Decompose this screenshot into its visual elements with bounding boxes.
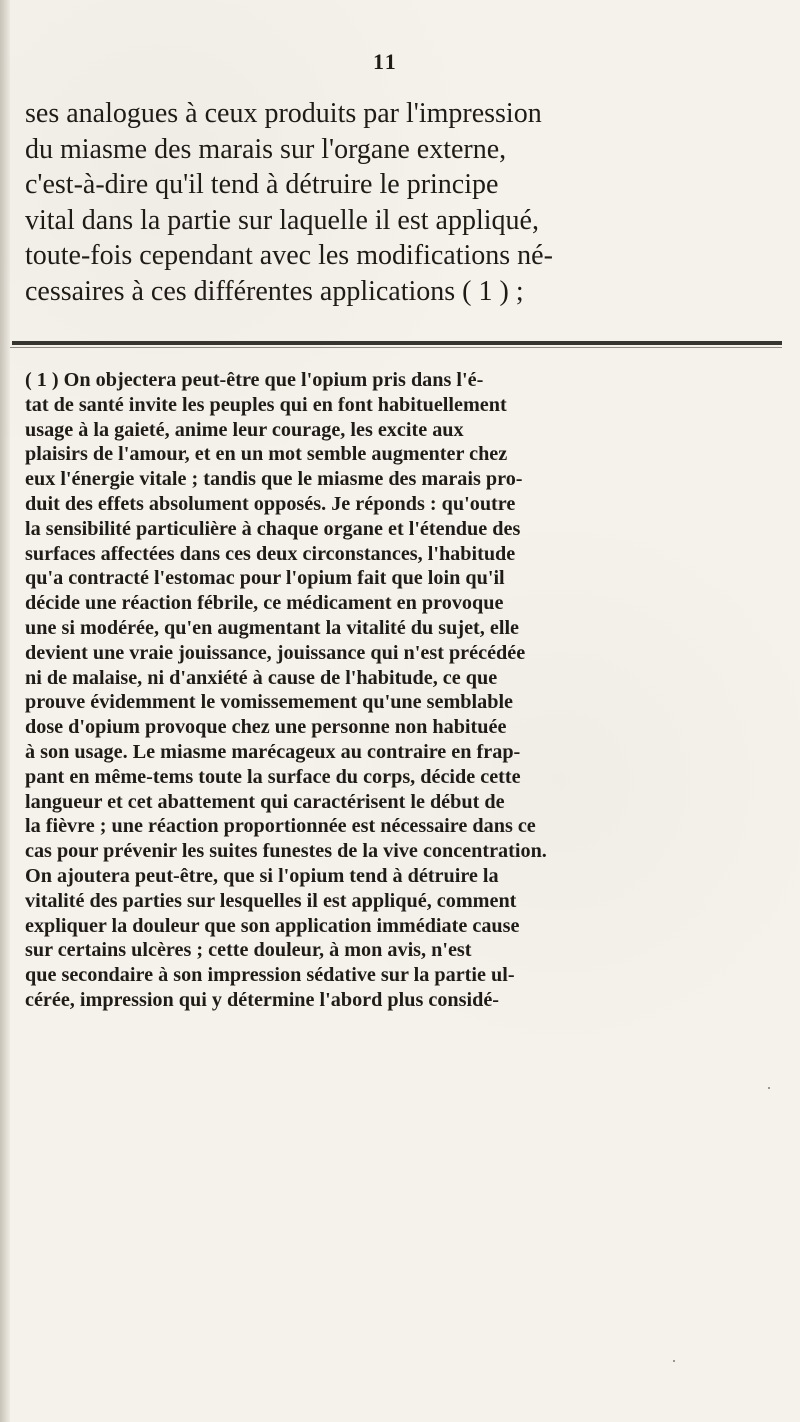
footnote-line: duit des effets absolument opposés. Je réponds : qu'outre <box>25 492 516 515</box>
main-text-line: toute-fois cependant avec les modifications né- <box>25 240 553 272</box>
footnote-line: devient une vraie jouissance, jouissance qui n'est précédée <box>25 641 526 664</box>
footnote-separator-thick <box>12 341 782 345</box>
footnote-line: pant en même-tems toute la surface du corps, décide cette <box>25 765 521 788</box>
paper-speck <box>673 1360 675 1362</box>
footnote-line: cérée, impression qui y détermine l'abord plus considé- <box>25 988 500 1011</box>
main-text-line: vital dans la partie sur laquelle il est appliqué, <box>25 204 539 236</box>
footnote-line: ni de malaise, ni d'anxiété à cause de l'habitude, ce que <box>25 666 498 689</box>
footnote-line: que secondaire à son impression sédative sur la partie ul- <box>25 964 515 987</box>
main-text-line: ses analogues à ceux produits par l'impression <box>25 98 542 129</box>
footnote-line: qu'a contracté l'estomac pour l'opium fait que loin qu'il <box>25 567 505 590</box>
main-text-line: cessaires à ces différentes applications ( 1 ) ; <box>25 275 524 307</box>
footnote-line: prouve évidemment le vomissemement qu'une semblable <box>25 691 514 714</box>
footnote-line: langueur et cet abattement qui caractérisent le début de <box>25 790 505 813</box>
footnote-line: surfaces affectées dans ces deux circonstances, l'habitude <box>25 542 516 565</box>
footnote-line: On ajoutera peut-être, que si l'opium tend à détruire la <box>25 864 499 887</box>
footnote-line: plaisirs de l'amour, et en un mot semble augmenter chez <box>25 443 508 466</box>
main-text-line: du miasme des marais sur l'organe externe, <box>25 133 507 165</box>
footnote-line: tat de santé invite les peuples qui en font habituellement <box>25 393 507 416</box>
footnote-line: à son usage. Le miasme marécageux au contraire en frap- <box>25 740 521 763</box>
footnote-line: ( 1 ) On objectera peut-être que l'opium pris dans l'é- <box>25 369 484 391</box>
footnote-line: la sensibilité particulière à chaque organe et l'étendue des <box>25 517 521 540</box>
footnote-block <box>25 368 785 1013</box>
footnote-line: dose d'opium provoque chez une personne non habituée <box>25 716 507 739</box>
footnote-line: vitalité des parties sur lesquelles il est appliqué, comment <box>25 889 517 912</box>
footnote-line: usage à la gaieté, anime leur courage, les excite aux <box>25 418 464 441</box>
footnote-line: expliquer la douleur que son application immédiate cause <box>25 914 520 937</box>
book-binding-shadow <box>0 0 10 1422</box>
paper-speck <box>768 1087 770 1089</box>
footnote-line: la fièvre ; une réaction proportionnée est nécessaire dans ce <box>25 815 536 838</box>
footnote-line: décide une réaction fébrile, ce médicament en provoque <box>25 592 504 615</box>
main-text-line: c'est-à-dire qu'il tend à détruire le principe <box>25 169 499 201</box>
main-paragraph <box>25 96 780 310</box>
footnote-line: une si modérée, qu'en augmentant la vitalité du sujet, elle <box>25 616 520 639</box>
page-number: 11 <box>373 49 398 74</box>
footnote-line: eux l'énergie vitale ; tandis que le miasme des marais pro- <box>25 468 523 491</box>
footnote-line: cas pour prévenir les suites funestes de la vive concentration. <box>25 840 547 863</box>
footnote-line: sur certains ulcères ; cette douleur, à mon avis, n'est <box>25 939 472 962</box>
footnote-separator-thin <box>10 347 782 348</box>
